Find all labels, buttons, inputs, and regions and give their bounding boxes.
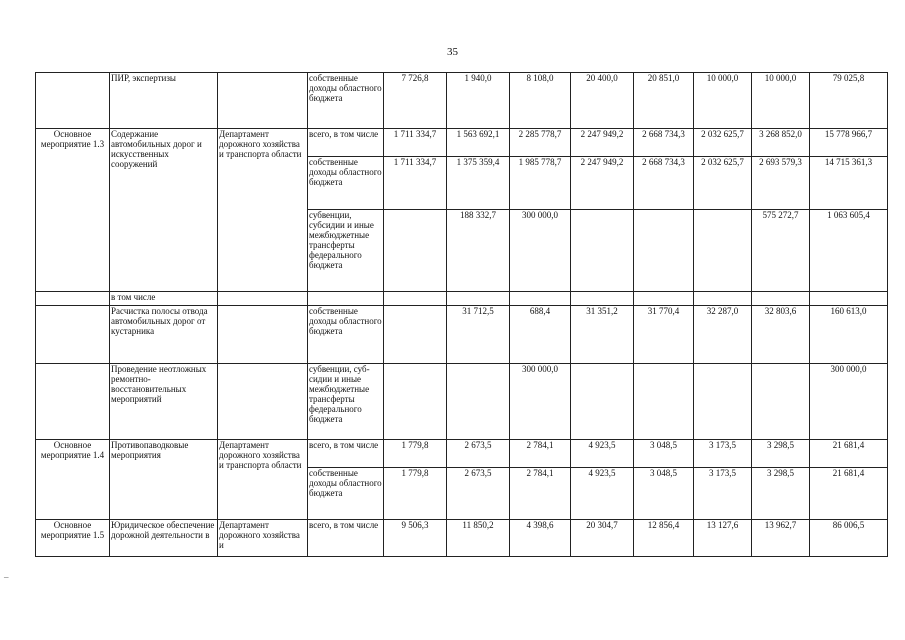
value-cell: 3 298,5 <box>752 440 810 468</box>
value-cell: 575 272,7 <box>752 210 810 292</box>
value-cell <box>571 364 634 440</box>
value-cell <box>571 210 634 292</box>
value-cell: 300 000,0 <box>510 364 571 440</box>
table-row <box>36 129 888 157</box>
value-cell <box>752 364 810 440</box>
value-cell: 3 268 852,0 <box>752 129 810 157</box>
value-cell <box>447 292 510 306</box>
executor-cell <box>218 73 308 129</box>
executor-cell: Департамент дорожного хозяйства и транспорта области <box>218 440 308 520</box>
measure-cell: Основное мероприятие 1.3 <box>36 129 110 292</box>
value-cell: 188 332,7 <box>447 210 510 292</box>
value-cell <box>634 210 694 292</box>
activity-name: Содержание автомобильных дорог и искусственных сооружений <box>110 129 218 292</box>
value-cell <box>752 292 810 306</box>
value-cell: 2 247 949,2 <box>571 129 634 157</box>
value-cell <box>384 306 447 364</box>
activity-name: Юридическое обеспечение дорожной деятельности в <box>110 520 218 557</box>
value-cell <box>694 292 752 306</box>
value-cell <box>384 292 447 306</box>
value-cell: 2 668 734,3 <box>634 157 694 210</box>
total-cell: 21 681,4 <box>810 440 888 468</box>
value-cell: 3 048,5 <box>634 468 694 520</box>
funding-source: собственные доходы областного бюджета <box>308 73 384 129</box>
value-cell: 4 923,5 <box>571 440 634 468</box>
value-cell <box>571 292 634 306</box>
value-cell: 2 784,1 <box>510 440 571 468</box>
value-cell <box>384 210 447 292</box>
executor-cell <box>218 306 308 364</box>
value-cell: 4 398,6 <box>510 520 571 557</box>
measure-cell <box>36 73 110 129</box>
funding-source: всего, в том числе <box>308 440 384 468</box>
value-cell <box>634 364 694 440</box>
value-cell: 10 000,0 <box>694 73 752 129</box>
value-cell <box>694 210 752 292</box>
table-row <box>36 306 888 364</box>
value-cell: 2 693 579,3 <box>752 157 810 210</box>
value-cell: 688,4 <box>510 306 571 364</box>
table-row <box>36 292 888 306</box>
value-cell: 2 673,5 <box>447 468 510 520</box>
value-cell: 1 985 778,7 <box>510 157 571 210</box>
budget-table <box>35 72 888 557</box>
value-cell <box>634 292 694 306</box>
value-cell: 300 000,0 <box>510 210 571 292</box>
value-cell: 32 287,0 <box>694 306 752 364</box>
value-cell <box>384 364 447 440</box>
value-cell: 4 923,5 <box>571 468 634 520</box>
value-cell: 8 108,0 <box>510 73 571 129</box>
total-cell: 15 778 966,7 <box>810 129 888 157</box>
value-cell: 12 856,4 <box>634 520 694 557</box>
value-cell: 1 375 359,4 <box>447 157 510 210</box>
value-cell: 2 673,5 <box>447 440 510 468</box>
value-cell: 2 032 625,7 <box>694 129 752 157</box>
funding-source: собственные доходы областного бюджета <box>308 157 384 210</box>
value-cell: 20 851,0 <box>634 73 694 129</box>
activity-name: Противопаводковые мероприятия <box>110 440 218 520</box>
value-cell: 2 032 625,7 <box>694 157 752 210</box>
value-cell: 3 048,5 <box>634 440 694 468</box>
table-row <box>36 73 888 129</box>
value-cell: 2 668 734,3 <box>634 129 694 157</box>
value-cell <box>510 292 571 306</box>
value-cell: 20 304,7 <box>571 520 634 557</box>
measure-cell: Основное мероприятие 1.5 <box>36 520 110 557</box>
total-cell: 21 681,4 <box>810 468 888 520</box>
total-cell: 300 000,0 <box>810 364 888 440</box>
total-cell: 86 006,5 <box>810 520 888 557</box>
value-cell: 2 247 949,2 <box>571 157 634 210</box>
value-cell: 1 940,0 <box>447 73 510 129</box>
table-row <box>36 364 888 440</box>
value-cell: 10 000,0 <box>752 73 810 129</box>
value-cell: 20 400,0 <box>571 73 634 129</box>
funding-source: субвенции, суб-сидии и иные межбюджетные трансферты федерального бюджета <box>308 364 384 440</box>
value-cell: 2 784,1 <box>510 468 571 520</box>
total-cell: 14 715 361,3 <box>810 157 888 210</box>
page-number: 35 <box>447 46 458 58</box>
value-cell: 32 803,6 <box>752 306 810 364</box>
value-cell: 3 298,5 <box>752 468 810 520</box>
table-row <box>36 520 888 557</box>
total-cell: 79 025,8 <box>810 73 888 129</box>
table-row <box>36 440 888 468</box>
value-cell: 31 351,2 <box>571 306 634 364</box>
margin-mark: – <box>4 572 9 582</box>
executor-cell <box>218 292 308 306</box>
activity-name: ПИР, экспертизы <box>110 73 218 129</box>
activity-name: в том числе <box>110 292 218 306</box>
measure-cell <box>36 292 110 306</box>
value-cell: 1 779,8 <box>384 468 447 520</box>
value-cell: 3 173,5 <box>694 468 752 520</box>
value-cell <box>694 364 752 440</box>
total-cell: 160 613,0 <box>810 306 888 364</box>
value-cell: 1 711 334,7 <box>384 129 447 157</box>
value-cell: 13 962,7 <box>752 520 810 557</box>
value-cell: 1 711 334,7 <box>384 157 447 210</box>
executor-cell: Департамент дорожного хозяйства и транспорта области <box>218 129 308 292</box>
funding-source: собственные доходы областного бюджета <box>308 306 384 364</box>
value-cell: 11 850,2 <box>447 520 510 557</box>
funding-source <box>308 292 384 306</box>
measure-cell <box>36 306 110 364</box>
value-cell: 1 779,8 <box>384 440 447 468</box>
value-cell: 2 285 778,7 <box>510 129 571 157</box>
value-cell: 13 127,6 <box>694 520 752 557</box>
executor-cell: Департамент дорожного хозяйства и <box>218 520 308 557</box>
executor-cell <box>218 364 308 440</box>
value-cell: 7 726,8 <box>384 73 447 129</box>
value-cell <box>447 364 510 440</box>
measure-cell: Основное мероприятие 1.4 <box>36 440 110 520</box>
total-cell: 1 063 605,4 <box>810 210 888 292</box>
value-cell: 31 712,5 <box>447 306 510 364</box>
value-cell: 9 506,3 <box>384 520 447 557</box>
value-cell: 3 173,5 <box>694 440 752 468</box>
funding-source: собственные доходы областного бюджета <box>308 468 384 520</box>
value-cell: 1 563 692,1 <box>447 129 510 157</box>
funding-source: всего, в том числе <box>308 520 384 557</box>
total-cell <box>810 292 888 306</box>
value-cell: 31 770,4 <box>634 306 694 364</box>
activity-name: Проведение неотложных ремонтно-восстановительных мероприятий <box>110 364 218 440</box>
funding-source: субвенции, субсидии и иные межбюджетные трансферты федерального бюджета <box>308 210 384 292</box>
measure-cell <box>36 364 110 440</box>
activity-name: Расчистка полосы отвода автомобильных дорог от кустарника <box>110 306 218 364</box>
funding-source: всего, в том числе <box>308 129 384 157</box>
